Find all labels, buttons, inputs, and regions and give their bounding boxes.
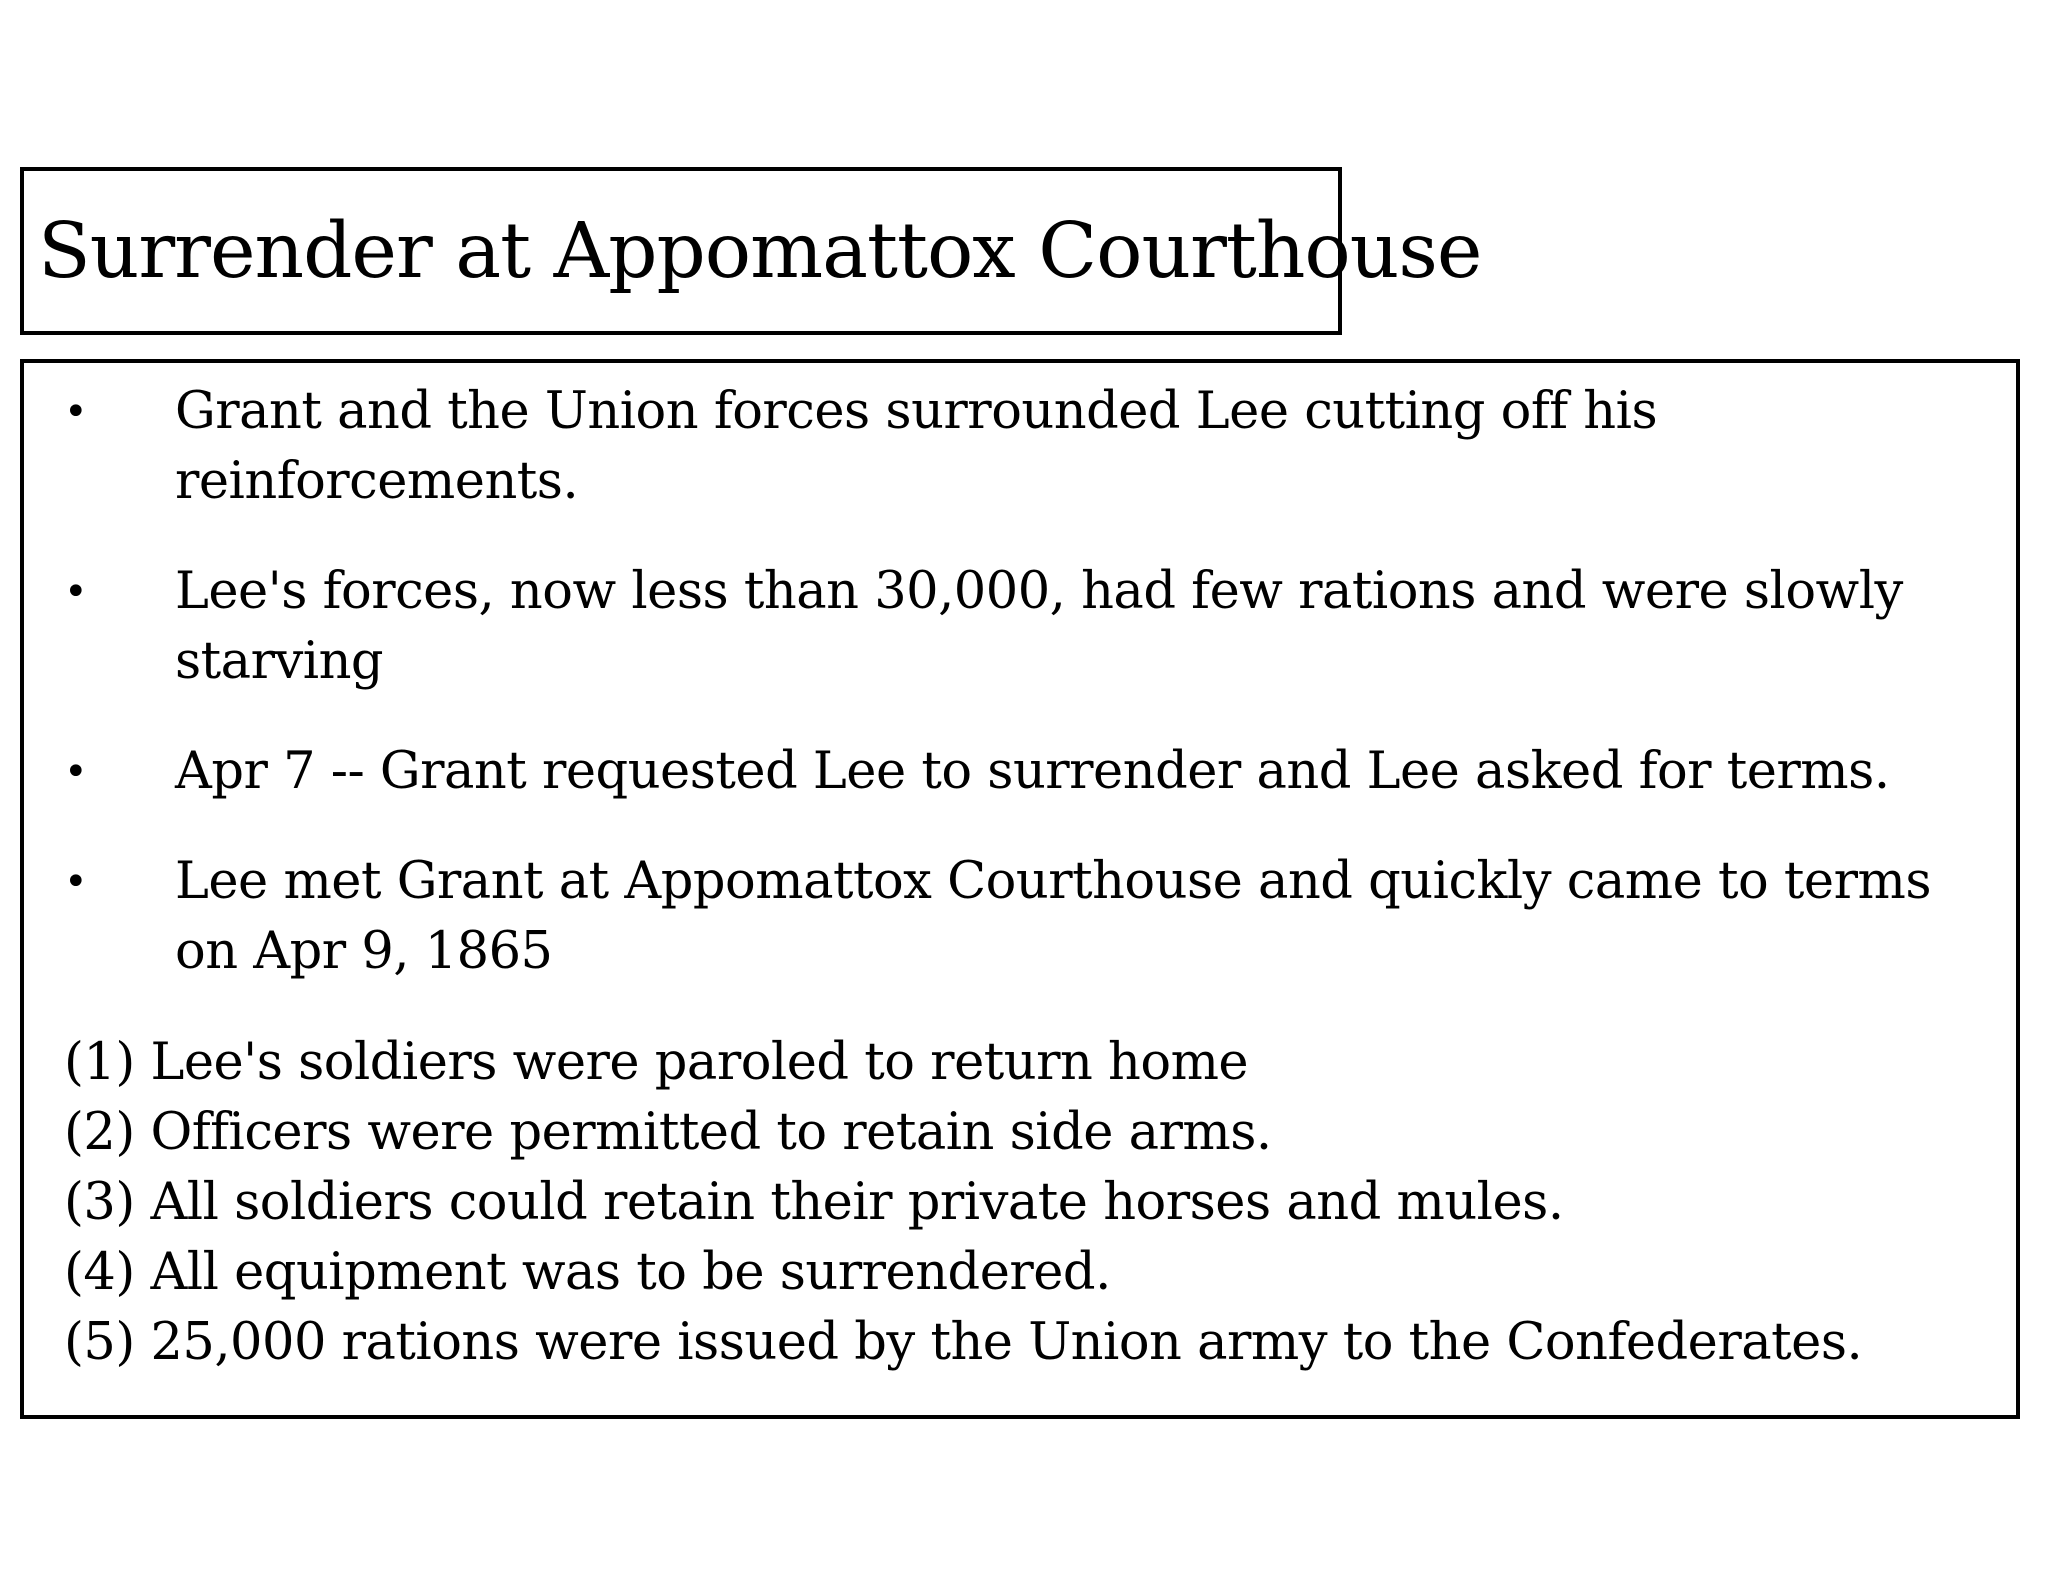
bullet-marker: • [64,749,88,795]
bullet-text: Lee met Grant at Appomattox Courthouse and quickly came to terms on Apr 9, 1865 [175,852,1931,981]
bullet-marker: • [64,389,88,435]
bullet-text: Apr 7 -- Grant requested Lee to surrender and Lee asked for terms. [175,742,1890,801]
bullet-item [24,557,2016,697]
bullet-item [24,737,2016,807]
bullet-item [24,847,2016,987]
bullet-text: Grant and the Union forces surrounded Lee cutting off his reinforcements. [175,382,1658,511]
term-item: (5) 25,000 rations were issued by the Union army to the Confederates. [64,1313,1863,1372]
bullet-marker: • [64,569,88,615]
title-box [20,167,1482,335]
bullet-list [24,377,2016,1027]
bullet-item [24,377,2016,517]
content-box [20,359,2020,1419]
term-item: (4) All equipment was to be surrendered. [64,1243,1111,1302]
terms-list [64,1028,1862,1378]
term-item: (3) All soldiers could retain their private horses and mules. [64,1173,1564,1232]
term-item: (2) Officers were permitted to retain side arms. [64,1103,1272,1162]
bullet-text: Lee's forces, now less than 30,000, had few rations and were slowly starving [175,562,1903,691]
slide-title: Surrender at Appomattox Courthouse [38,206,1482,296]
bullet-marker: • [64,859,88,905]
term-item: (1) Lee's soldiers were paroled to return home [64,1033,1249,1092]
